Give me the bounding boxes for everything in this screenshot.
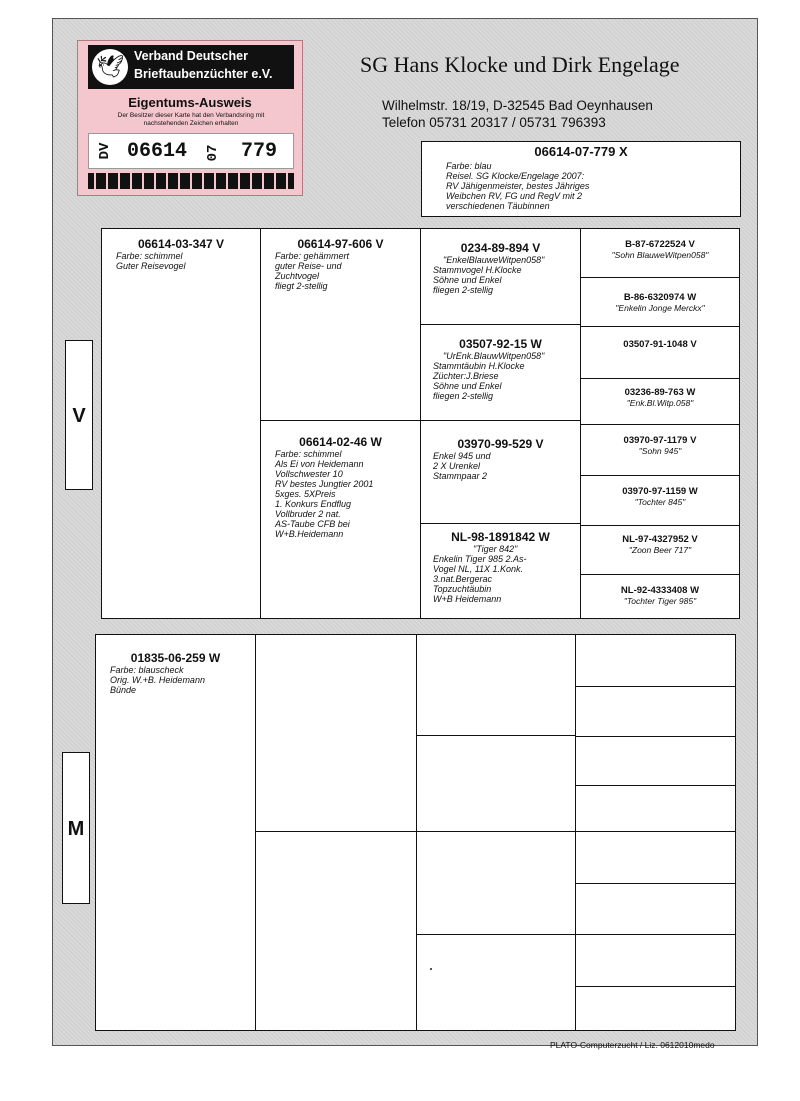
dam-mmm-cell [575,986,736,1031]
sire-notes: Farbe: schimmel Guter Reisevogel [116,251,186,271]
subject-box [421,141,741,217]
dam-ffm-cell [575,686,736,737]
sire-father-ring: 06614-97-606 V [297,237,384,251]
card-ring: 779 [241,140,278,163]
dam-fff-cell [575,634,736,687]
sire-mfm-cell [580,475,740,526]
sire-fmm-note: "Enk.Bl.Witp.058" [626,398,694,408]
card-number: 06614 [127,140,188,163]
sire-ring: 06614-03-347 V [137,237,225,251]
owner-name: SG Hans Klocke und Dirk Engelage [360,52,680,77]
card-org-line2: Brieftaubenzüchter e.V. [134,67,273,81]
sire-mmf-note: "Zoon Beer 717" [628,545,692,555]
sire-ff-notes: "EnkelBlauweWitpen058" Stammvogel H.Klocke Söhne und Enkel fliegen 2-stellig [433,255,545,295]
card-year: 07 [205,144,221,162]
sire-ffm-note: "Enkelin Jonge Merckx" [615,303,705,313]
sire-mmf-ring: NL-97-4327952 V [622,534,698,545]
sire-ff-cell [420,228,581,325]
sire-fmm-ring: 03236-89-763 W [624,387,696,398]
sire-mother-cell [260,420,421,619]
sire-mff-ring: 03970-97-1179 V [623,435,697,446]
sire-fm-ring: 03507-92-15 W [459,337,542,351]
sire-ffm-cell [580,277,740,327]
sire-mmm-note: "Tochter Tiger 985" [623,596,697,606]
subject-notes: Farbe: blau Reisel. SG Klocke/Engelage 2007: RV Jähigenmeister, bestes Jähriges Weibchen RV, FG und RegV mit 2 verschiedenen Täubinnen [446,161,590,211]
sire-fff-note: "Sohn BlauweWitpen058" [611,250,709,260]
dam-fmm-cell [575,785,736,832]
sire-mmf-cell [580,525,740,575]
sire-mm-cell [420,523,581,619]
card-header [88,45,294,89]
dam-mmf-cell [575,934,736,987]
dam-mff-cell [575,831,736,884]
dam-fm-cell [416,735,576,832]
dam-mf-cell [416,831,576,935]
ownership-card [77,40,303,196]
sire-mother-notes: Farbe: schimmel Als Ei von Heidemann Vollschwester 10 RV bestes Jungtier 2001 5xges. 5XPreis 1. Konkurs Endflug Vollbruder 2 nat. AS-Taube CFB bei W+B.Heidemann [275,449,374,539]
owner-address: Wilhelmstr. 18/19, D-32545 Bad Oeynhausen [382,98,653,113]
card-ring-number [88,133,294,169]
sire-ffm-ring: B-86-6320974 W [623,292,697,303]
sire-mff-cell [580,424,740,476]
dam-mfm-cell [575,883,736,935]
dam-cell [95,634,256,1031]
card-prefix: DV [97,142,113,160]
sire-mm-ring: NL-98-1891842 W [451,530,550,544]
sire-fm-notes: "UrEnk.BlauwWitpen058" Stammtäubin H.Klocke Züchter:J.Briese Söhne und Enkel fliegen 2-stellig [433,351,545,401]
card-decorative-border [88,173,294,189]
sire-father-notes: Farbe: gehämmert guter Reise- und Zuchtvogel fliegt 2-stellig [275,251,350,291]
sire-father-cell [260,228,421,421]
sire-fm-cell [420,324,581,421]
dam-fmf-cell [575,736,736,786]
owner-phone: Telefon 05731 20317 / 05731 796393 [382,115,606,130]
sire-mf-cell [420,420,581,524]
sire-mmm-ring: NL-92-4333408 W [620,585,700,596]
sire-mother-ring: 06614-02-46 W [299,435,382,449]
dam-ring: 01835-06-259 W [130,651,221,665]
sire-fmf-ring: 03507-91-1048 V [623,339,697,350]
dam-side-label: M [62,752,90,904]
subject-ring: 06614-07-779 X [534,144,628,159]
scan-speck [430,968,432,970]
sire-mff-note: "Sohn 945" [638,446,682,456]
dam-mother-cell [255,831,417,1031]
sire-fff-ring: B-87-6722524 V [625,239,695,250]
sire-fmm-cell [580,378,740,425]
card-title: Eigentums-Ausweis [128,95,252,110]
sire-mf-ring: 03970-99-529 V [457,437,544,451]
sire-side-label: V [65,340,93,490]
dam-mm-cell [416,934,576,1031]
software-footer: PLATO-Computerzucht / Liz. 0612010medo [550,1040,715,1050]
sire-mf-notes: Enkel 945 und 2 X Urenkel Stammpaar 2 [433,451,491,481]
sire-mmm-cell [580,574,740,619]
dam-father-cell [255,634,417,832]
sire-mfm-note: "Tochter 845" [634,497,686,507]
card-org-line1: Verband Deutscher [134,49,248,63]
sire-mfm-ring: 03970-97-1159 W [622,486,698,497]
sire-ff-ring: 0234-89-894 V [460,241,541,255]
sire-fff-cell [580,228,740,278]
sire-fmf-cell [580,326,740,379]
sire-cell [101,228,261,619]
dam-ff-cell [416,634,576,736]
pigeon-logo-icon: 🕊 [92,49,128,85]
dam-notes: Farbe: blauscheck Orig. W.+B. Heidemann Bünde [110,665,205,695]
sire-mm-notes: "Tiger 842" Enkelin Tiger 985 2.As- Vogel NL, 11X 1.Konk. 3.nat.Bergerac Topzuchtäubin W+B Heidemann [433,544,527,604]
card-subtitle: Der Besitzer dieser Karte hat den Verbandsring mit nachstehenden Zeichen erhalten [117,112,265,127]
